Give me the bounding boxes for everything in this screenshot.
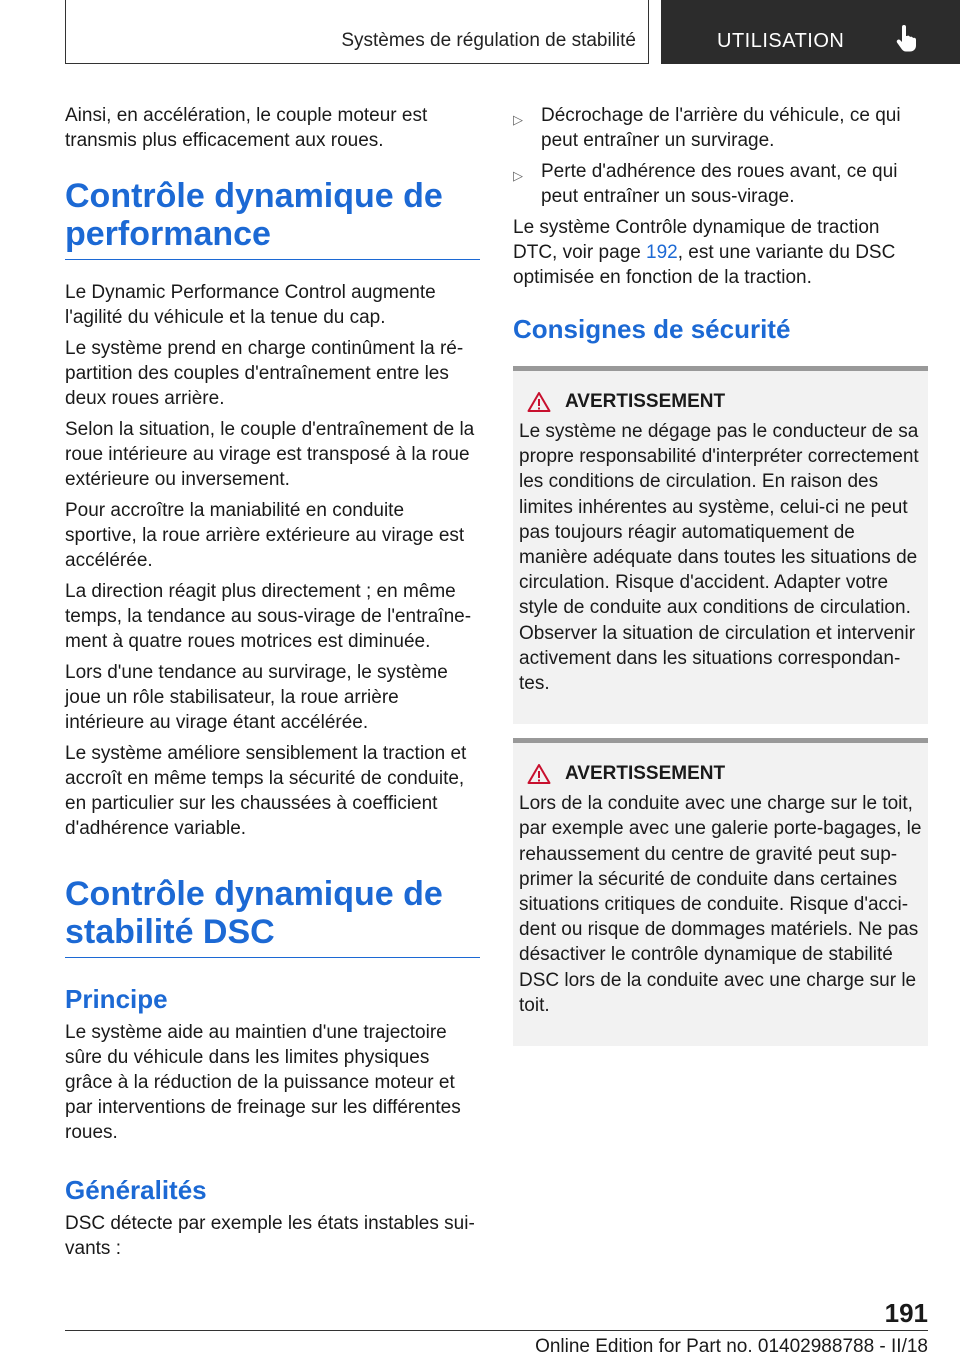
right-column — [513, 103, 928, 1060]
dtc-paragraph — [513, 215, 928, 290]
heading-safety: Consignes de sécurité — [513, 314, 791, 344]
triangle-bullet-icon: ▷ — [513, 112, 523, 127]
dtc-text-before: Le système Contrôle dynamique de traction DTC, voir page — [513, 217, 880, 263]
warning-text: Lors de la conduite avec une charge sur le toit, par exemple avec une galerie porte-bagages, le rehaussement du centre de gravité peut supprimer la sécurité de conduite dans certaines situations critiques de conduite. Risque d'accident ou risque de dommages matériels. Ne pas désactiver le contrôle dynamique de stabilité DSC lors de la conduite avec une charge sur le toit. — [519, 793, 922, 1016]
warning-triangle-icon — [527, 391, 551, 413]
list-item — [513, 103, 928, 153]
perf-paragraph: La direction réagit plus directement ; en même temps, la tendance au sous-virage de l'entraînement à quatre roues motrices est diminuée. — [65, 581, 472, 652]
footer-divider — [65, 1330, 928, 1331]
perf-paragraph: Lors d'une tendance au survirage, le système joue un rôle stabilisateur, la roue arrière intérieure au virage étant accélérée. — [65, 662, 448, 733]
perf-paragraph: Le système améliore sensiblement la traction et accroît en même temps la sécurité de conduite, en particulier sur les chaussées à coefficient d'adhérence variable. — [65, 743, 467, 839]
perf-paragraph: Selon la situation, le couple d'entraînement de la roue intérieure au virage est transposé à la roue extérieure ou inversement. — [65, 419, 475, 490]
list-item — [513, 159, 928, 209]
left-column — [65, 103, 480, 1267]
perf-paragraph: Pour accroître la maniabilité en conduite sportive, la roue arrière extérieure au virage est accélérée. — [65, 500, 465, 571]
header-section-title: Systèmes de régulation de stabilité — [341, 30, 636, 51]
warning-header — [519, 391, 922, 413]
heading-principe: Principe — [65, 984, 168, 1014]
header-chapter-tab[interactable] — [661, 0, 960, 64]
heading-dynamic-performance: Contrôle dynamique de performance — [65, 177, 480, 260]
warning-header — [519, 763, 922, 785]
perf-paragraph: Le Dynamic Performance Control augmente l'agilité du véhicule et la tenue du cap. — [65, 282, 436, 328]
principe-paragraph: Le système aide au maintien d'une trajectoire sûre du véhicule dans les limites physiques grâce à la réduction de la puissance moteur et par interventions de freinage sur les différentes roues. — [65, 1022, 461, 1143]
intro-paragraph: Ainsi, en accélération, le couple moteur est transmis plus efficacement aux roues. — [65, 105, 428, 151]
header-section-box — [65, 0, 649, 64]
generalites-paragraph: DSC détecte par exemple les états instables suivants : — [65, 1213, 475, 1259]
dtc-text-after: , est une variante du DSC optimisée en fonction de la traction. — [513, 242, 896, 288]
page-link-192[interactable]: 192 — [646, 242, 678, 263]
heading-generalites: Généralités — [65, 1175, 207, 1205]
warning-triangle-icon — [527, 763, 551, 785]
list-item-text: Perte d'adhérence des roues avant, ce qui peut entraîner un sous-virage. — [541, 161, 898, 207]
warning-box — [513, 738, 928, 1046]
footer-edition: Online Edition for Part no. 01402988788 - II/18 — [535, 1336, 928, 1357]
warning-text: Le système ne dégage pas le conducteur de sa propre responsabilité d'interpréter correctement les conditions de circulation. En raison des limites inhérentes au système, celui-ci ne peut pas toujours réagir automatiquement de manière adéquate dans toutes les situations de circulation. Risque d'accident. Adapter votre style de conduite aux conditions de circulation. Observer la situation de circulation et intervenir activement dans les situations correspondantes. — [519, 421, 919, 695]
header-chapter-label: UTILISATION — [717, 30, 845, 52]
heading-dsc: Contrôle dynamique de stabilité DSC — [65, 875, 480, 958]
page-number: 191 — [884, 1298, 928, 1328]
warning-title: AVERTISSEMENT — [565, 763, 726, 785]
perf-paragraph: Le système prend en charge continûment la répartition des couples d'entraînement entre les deux roues arrière. — [65, 338, 464, 409]
triangle-bullet-icon: ▷ — [513, 168, 523, 183]
warning-title: AVERTISSEMENT — [565, 391, 726, 412]
list-item-text: Décrochage de l'arrière du véhicule, ce qui peut entraîner un survirage. — [541, 105, 901, 151]
warning-box — [513, 366, 928, 724]
pointing-hand-icon — [895, 25, 919, 53]
